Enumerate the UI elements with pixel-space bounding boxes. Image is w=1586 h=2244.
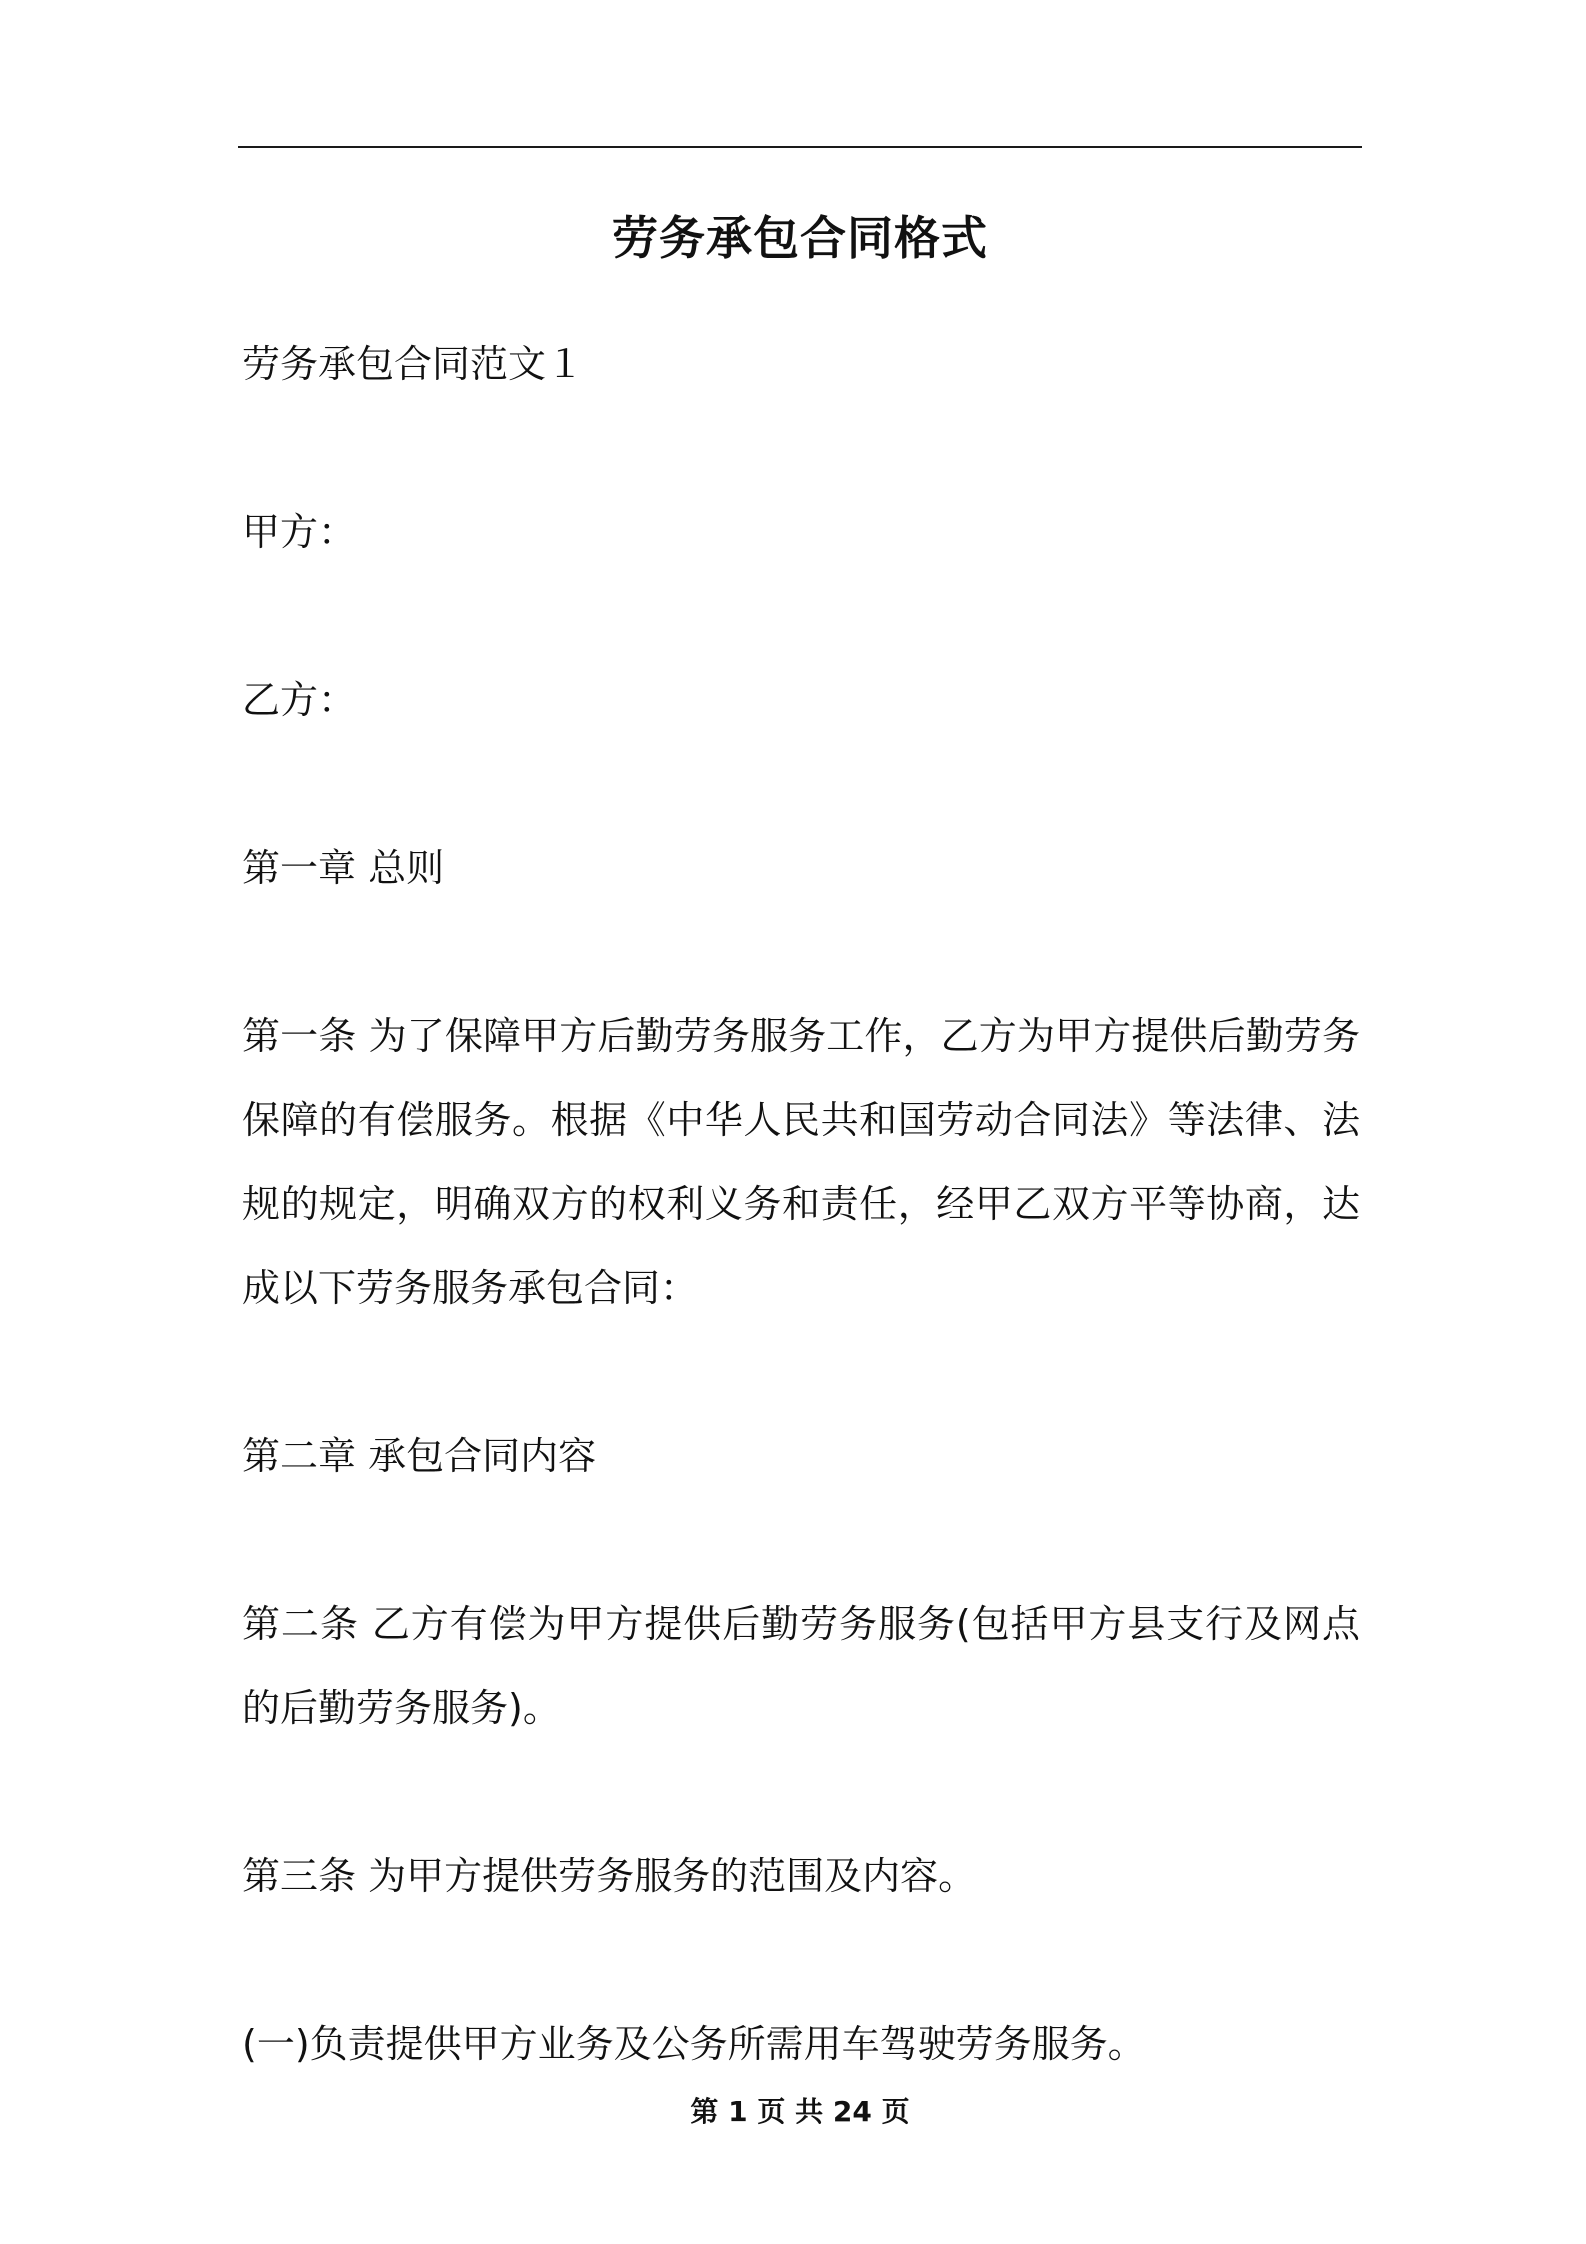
header-rule [238,146,1362,148]
party-a-label: 甲方： [242,510,357,554]
list-item: (一)负责提供甲方业务及公务所需用车驾驶劳务服务。 [242,2022,1146,2066]
party-b-label: 乙方： [242,678,357,722]
article-paragraph: 第三条 为甲方提供劳务服务的范围及内容。 [242,1854,977,1898]
chapter-heading: 第一章 总则 [242,846,445,890]
article-paragraph: 第一条 为了保障甲方后勤劳务服务工作，乙方为甲方提供后勤劳务保障的有偿服务。根据《中华人民共和国劳动合同法》等法律、法规的规定，明确双方的权利义务和责任，经甲乙双方平等协商，达成以下劳务服务承包合同： [242,1014,1360,1310]
document-title: 劳务承包合同格式 [612,211,988,265]
chapter-heading: 第二章 承包合同内容 [242,1434,597,1478]
page-number: 第 1 页 共 24 页 [690,2095,910,2128]
article-paragraph: 第二条 乙方有偿为甲方提供后勤劳务服务(包括甲方县支行及网点的后勤劳务服务)。 [242,1602,1360,1730]
section-heading: 劳务承包合同范文１ [242,342,585,386]
